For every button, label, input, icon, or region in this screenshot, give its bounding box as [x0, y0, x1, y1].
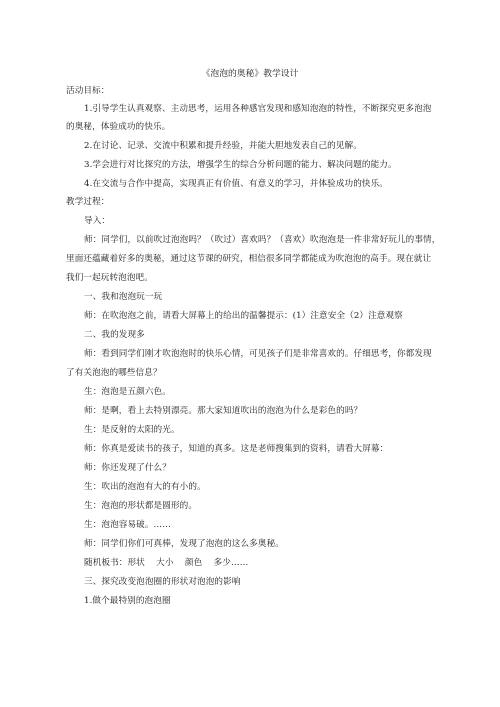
- dialogue-line-7: 生：泡泡的形状都是圆形的。: [84, 501, 198, 511]
- objective-4: 4.在交流与合作中提高，实现真正有价值、有意义的学习，并体验成功的快乐。: [84, 179, 388, 189]
- process-heading: 教学过程：: [66, 197, 110, 207]
- section3-item1: 1.做个最特别的泡泡圈: [84, 596, 171, 606]
- dialogue-line-2: 师：是啊，看上去特别漂亮。那大家知道吹出的泡泡为什么是彩色的吗？: [84, 406, 363, 416]
- objective-1-line1: 1.引导学生认真观察、主动思考，运用各种感官发现和感知泡泡的特性，不断探究更多泡泡: [84, 104, 432, 114]
- intro-para-line3: 我们一起玩转泡泡吧。: [66, 273, 153, 283]
- section2-heading: 二、我的发现多: [84, 330, 145, 340]
- section1-text: 师：在吹泡泡之前，请看大屏幕上的给出的温馨提示：(1）注意安全（2）注意观察: [84, 311, 403, 321]
- dialogue-line-8: 生：泡泡容易破。……: [84, 520, 171, 530]
- objective-3: 3.学会进行对比探究的方法，增强学生的综合分析问题的能力、解决问题的能力。: [84, 160, 397, 170]
- dialogue-line-4: 师：你真是爱读书的孩子，知道的真多。这是老师搜集到的资料，请看大屏幕：: [84, 444, 389, 454]
- section2-para-line1: 师：看到同学们刚才吹泡泡时的快乐心情，可见孩子们是非常喜欢的。仔细思考，你都发现: [84, 349, 432, 359]
- objective-1-line2: 的奥秘，体验成功的快乐。: [66, 122, 171, 132]
- dialogue-line-9: 师：同学们你们可真棒，发现了泡泡的这么多奥秘。: [84, 539, 284, 549]
- objectives-heading: 活动目标：: [66, 86, 110, 96]
- document-title: 《泡泡的奥秘》教学设计: [201, 69, 299, 79]
- dialogue-line-6: 生：吹出的泡泡有大的有小的。: [84, 482, 206, 492]
- section1-heading: 一、我和泡泡玩一玩: [84, 292, 163, 302]
- section2-para-line2: 了有关泡泡的哪些信息？: [66, 368, 162, 378]
- intro-para-line2: 里面还蕴藏着好多的奥秘，通过这节课的研究，相信很多同学都能成为吹泡泡的高手。现在就让: [66, 254, 432, 264]
- intro-para-line1: 师：同学们，以前吹过泡泡吗？（吹过）喜欢吗？（喜欢）吹泡泡是一件非常好玩儿的事情，: [84, 235, 441, 245]
- board-notes: 随机板书：形状 大小 颜色 多少……: [84, 558, 249, 568]
- dialogue-line-1: 生：泡泡是五颜六色。: [84, 387, 171, 397]
- dialogue-line-5: 师：你还发现了什么？: [84, 463, 171, 473]
- objective-2: 2.在讨论、记录、交流中积累和提升经验，并能大胆地发表自己的见解。: [84, 141, 362, 151]
- section3-heading: 三、探究改变泡泡圈的形状对泡泡的影响: [84, 577, 241, 587]
- intro-heading: 导入：: [84, 216, 111, 226]
- dialogue-line-3: 生：是反射的太阳的光。: [84, 425, 180, 435]
